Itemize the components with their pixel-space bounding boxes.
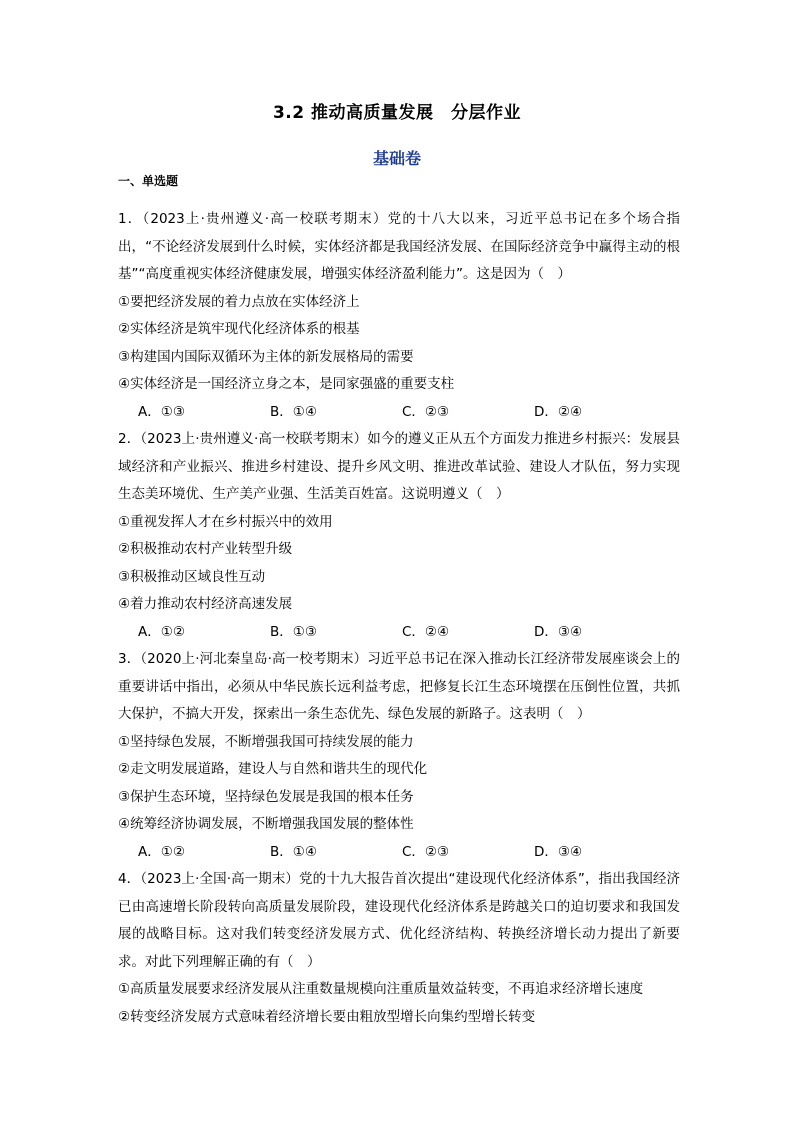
question-2 — [118, 426, 680, 646]
statement-option: ④着力推动农村经济高速发展 — [118, 596, 293, 612]
question-stem: 2．（2023上·贵州遵义·高一校联考期末）如今的遵义正从五个方面发力推进乡村振兴：发展县域经济和产业振兴、推进乡村建设、提升乡风文明、推进改革试验、建设人才队伍，努力实现生态美环境优、生产美产业强、生活美百姓富。这说明遵义（ ） — [118, 431, 680, 502]
statement-option: ②转变经济发展方式意味着经济增长要由粗放型增长向集约型增长转变 — [118, 1008, 536, 1025]
statement-option: ③构建国内国际双循环为主体的新发展格局的需要 — [118, 348, 414, 365]
statement-option: ③积极推动区域良性互动 — [118, 568, 266, 585]
answer-choices — [118, 839, 680, 867]
statement-option: ②走文明发展道路，建设人与自然和谐共生的现代化 — [118, 761, 428, 777]
page-title: 3.2 推动高质量发展 分层作业 — [272, 103, 522, 123]
statement-option: ①高质量发展要求经济发展从注重数量规模向注重质量效益转变，不再追求经济增长速度 — [118, 981, 644, 997]
answer-choice-d[interactable]: D．③④ — [534, 843, 583, 860]
statement-option: ②积极推动农村产业转型升级 — [118, 541, 293, 557]
answer-choices — [118, 399, 680, 427]
page-subtitle: 基础卷 — [372, 149, 421, 168]
answer-choice-a[interactable]: A．①③ — [138, 403, 185, 420]
question-stem: 4．（2023上·全国·高一期末）党的十九大报告首次提出“建设现代化经济体系”，指出我国经济已由高速增长阶段转向高质量发展阶段，建设现代化经济体系是跨越关口的迫切要求和我国发展的战略目标。这对我们转变经济发展方式、优化经济结构、转换经济增长动力提出了新要求。对此下列理解正确的有（ ） — [118, 871, 680, 970]
answer-choice-c[interactable]: C．②④ — [402, 623, 450, 640]
statement-option: ④实体经济是一国经济立身之本，是同家强盛的重要支柱 — [118, 376, 455, 392]
question-stem: 1．（2023上·贵州遵义·高一校联考期末）党的十八大以来，习近平总书记在多个场合指出，“不论经济发展到什么时候，实体经济都是我国经济发展、在国际经济竞争中赢得主动的根基”“高度重视实体经济健康发展，增强实体经济盈利能力”。这是因为（ ） — [118, 211, 680, 282]
question-stem: 3．（2020上·河北秦皇岛·高一校考期末）习近平总书记在深入推动长江经济带发展座谈会上的重要讲话中指出，必须从中华民族长远利益考虑，把修复长江生态环境摆在压倒性位置，共抓大保护，不搞大开发，探索出一条生态优先、绿色发展的新路子。这表明（ ） — [118, 651, 680, 722]
answer-choice-c[interactable]: C．②③ — [402, 403, 450, 420]
answer-choice-a[interactable]: A．①② — [138, 623, 185, 640]
answer-choice-a[interactable]: A．①② — [138, 843, 185, 860]
answer-choices — [118, 619, 680, 647]
answer-choice-d[interactable]: D．③④ — [534, 623, 583, 640]
question-3 — [118, 646, 680, 866]
statement-option: ③保护生态环境，坚持绿色发展是我国的根本任务 — [118, 788, 414, 805]
answer-choice-b[interactable]: B．①③ — [270, 623, 317, 640]
section-heading: 一、单选题 — [118, 174, 179, 188]
answer-choice-b[interactable]: B．①④ — [270, 403, 317, 420]
question-4 — [118, 866, 680, 1031]
answer-choice-c[interactable]: C．②③ — [402, 843, 450, 860]
statement-option: ④统筹经济协调发展，不断增强我国发展的整体性 — [118, 816, 414, 832]
question-list — [118, 206, 680, 1031]
question-1 — [118, 206, 680, 426]
statement-option: ①要把经济发展的着力点放在实体经济上 — [118, 293, 360, 310]
statement-option: ②实体经济是筑牢现代化经济体系的根基 — [118, 321, 360, 337]
statement-option: ①重视发挥人才在乡村振兴中的效用 — [118, 513, 333, 530]
answer-choice-b[interactable]: B．①④ — [270, 843, 317, 860]
answer-choice-d[interactable]: D．②④ — [534, 403, 583, 420]
statement-option: ①坚持绿色发展，不断增强我国可持续发展的能力 — [118, 733, 414, 750]
